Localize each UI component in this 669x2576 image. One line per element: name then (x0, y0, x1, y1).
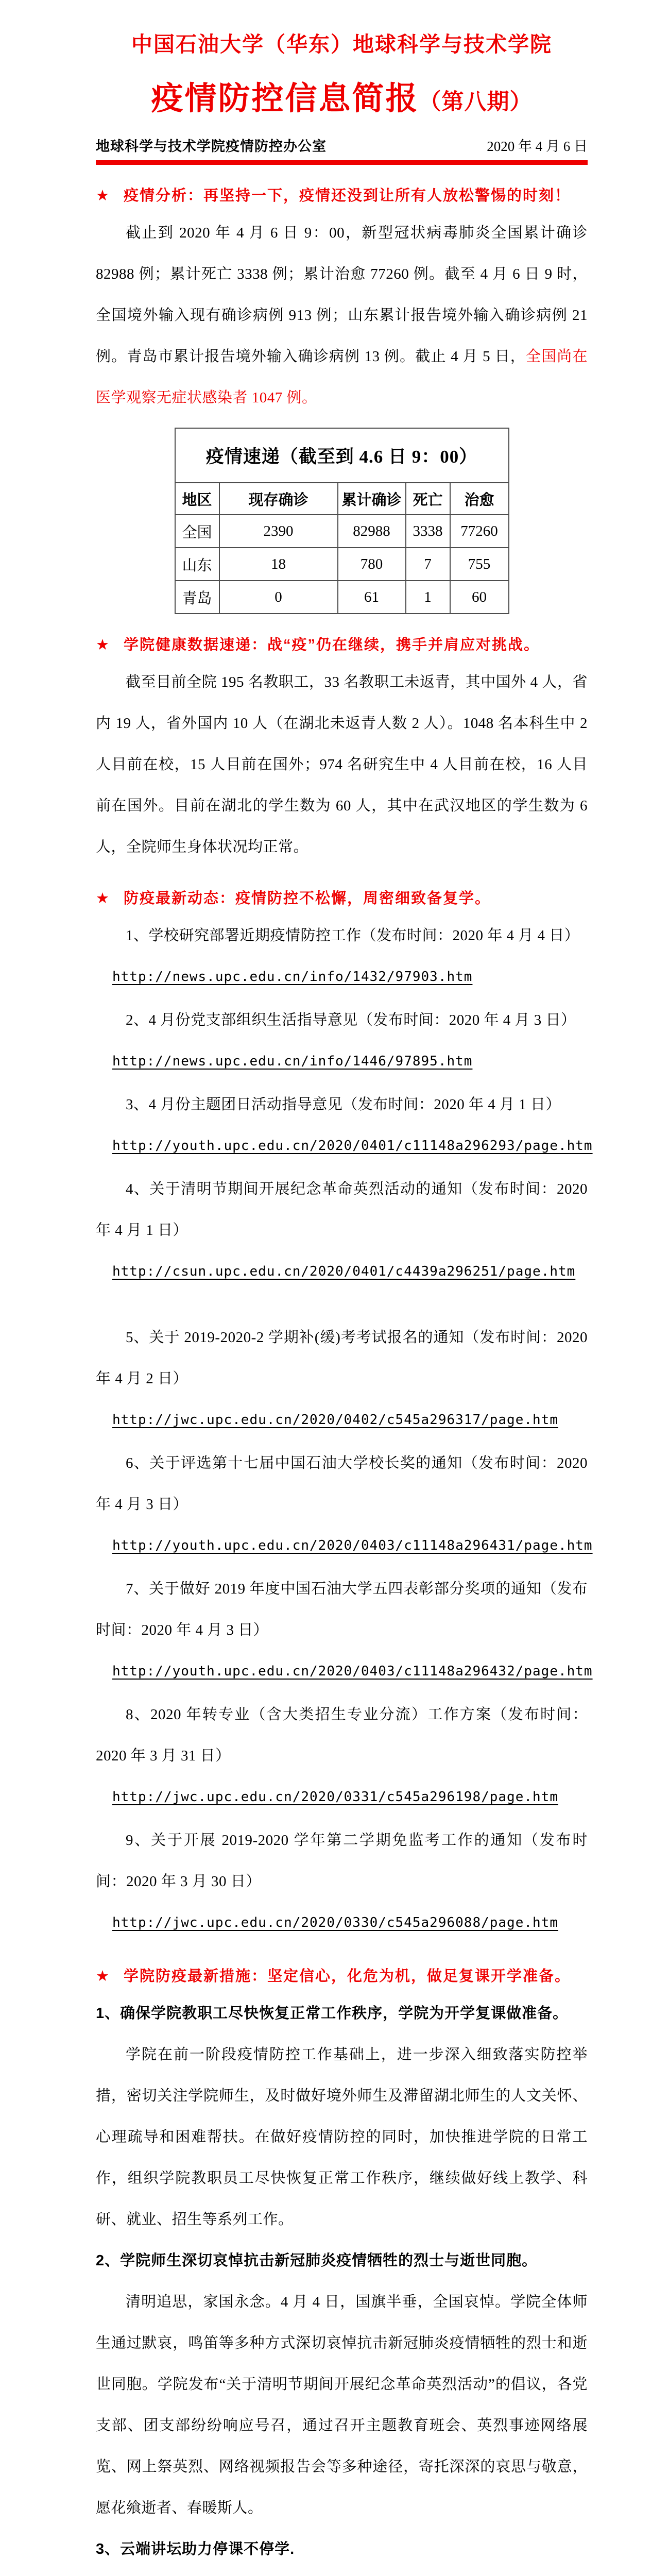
update-item-label: 6、关于评选第十七届中国石油大学校长奖的通知（发布时间：2020 年 4 月 3 日） (96, 1455, 588, 1513)
analysis-text-black: 截止到 2020 年 4 月 6 日 9：00，新型冠状病毒肺炎全国累计确诊 82988 例；累计死亡 3338 例；累计治愈 77260 例。截至 4 月 6 日 9 时，全国境外输入现有确诊病例 913 例；山东累计报告境外输入确诊病例 21 例。青岛市累计报告境外输入确诊病例 13 例。截止 4 月 5 日， (96, 225, 588, 365)
section-heading-health (96, 629, 588, 662)
update-item-link[interactable]: http://news.upc.edu.cn/info/1432/97903.htm (112, 969, 473, 985)
star-icon: ★ (96, 637, 109, 654)
measure-block (96, 2240, 588, 2529)
cell-recovered: 77260 (450, 515, 509, 548)
col-header-active: 现存确诊 (219, 483, 338, 515)
update-item-link-row (96, 1525, 593, 1568)
table-title-row (175, 428, 509, 483)
col-header-recovered: 治愈 (450, 483, 509, 515)
col-header-cumulative: 累计确诊 (338, 483, 406, 515)
covid-stats-table (175, 428, 509, 614)
update-item-link-row (96, 1125, 593, 1168)
cell-region: 全国 (175, 515, 219, 548)
update-item (96, 1694, 588, 1820)
update-item-link[interactable]: http://jwc.upc.edu.cn/2020/0330/c545a296088/page.htm (112, 1915, 558, 1931)
cell-region: 山东 (175, 548, 219, 581)
update-item-link-row (96, 1251, 588, 1294)
cell-recovered: 755 (450, 548, 509, 581)
university-title: 中国石油大学（华东）地球科学与技术学院 (131, 32, 552, 56)
update-item-label: 5、关于 2019-2020-2 学期补(缓)考考试报名的通知（发布时间：2020 年 4 月 2 日） (96, 1329, 588, 1387)
measure-subheading: 3、云端讲坛助力停课不停学. (96, 2541, 295, 2558)
update-item (96, 1168, 588, 1294)
cell-deaths: 1 (406, 581, 450, 614)
measure-paragraph: 学院在前一阶段疫情防控工作基础上，进一步深入细致落实防控举措，密切关注学院师生，及时做好境外师生及滞留湖北师生的人文关怀、心理疏导和困难帮扶。在做好疫情防控的同时，加快推进学院的日常工作，组织学院教职员工尽快恢复正常工作秩序，继续做好线上教学、科研、就业、招生等系列工作。 (96, 2046, 588, 2228)
update-item (96, 999, 588, 1084)
update-item-label: 7、关于做好 2019 年度中国石油大学五四表彰部分奖项的通知（发布时间：2020 年 4 月 3 日） (96, 1581, 588, 1639)
star-icon: ★ (96, 188, 109, 205)
cell-active: 0 (219, 581, 338, 614)
update-item-link-row (96, 1902, 588, 1945)
col-header-deaths: 死亡 (406, 483, 450, 515)
health-paragraph: 截至目前全院 195 名教职工，33 名教职工未返青，其中国外 4 人，省内 19 人，省外国内 10 人（在湖北未返青人数 2 人）。1048 名本科生中 2 人目前在校，15 人目前在国外；974 名研究生中 4 人目前在校，16 人目前在国外。目前在湖北的学生数为 60 人，其中在武汉地区的学生数为 6 人，全院师生身体状况均正常。 (96, 674, 588, 856)
update-item-link[interactable]: http://csun.upc.edu.cn/2020/0401/c4439a296251/page.htm (112, 1264, 576, 1280)
cell-cumulative: 82988 (338, 515, 406, 548)
cell-deaths: 3338 (406, 515, 450, 548)
update-item-link[interactable]: http://jwc.upc.edu.cn/2020/0402/c545a296317/page.htm (112, 1412, 558, 1428)
section-heading-analysis (96, 179, 588, 212)
measure-paragraph (96, 2570, 588, 2576)
update-item-link-row (96, 1651, 593, 1694)
section-heading-measures (96, 1960, 588, 1993)
section-heading-updates-label: 防疫最新动态：疫情防控不松懈，周密细致备复学。 (124, 890, 491, 907)
update-item-link-row (96, 1399, 588, 1443)
measure-block (96, 1993, 588, 2240)
measure-paragraph: 清明追思，家国永念。4 月 4 日，国旗半垂，全国哀悼。学院全体师生通过默哀，鸣笛等多种方式深切哀悼抗击新冠肺炎疫情牺牲的烈士和逝世同胞。学院发布“关于清明节期间开展纪念革命英烈活动”的倡议，各党支部、团支部纷纷响应号召，通过召开主题教育班会、英烈事迹网络展览、网上祭英烈、网络视频报告会等多种途径，寄托深深的哀思与敬意，愿花飨逝者、春暖斯人。 (96, 2294, 588, 2517)
update-item-label: 1、学校研究部署近期疫情防控工作（发布时间：2020 年 4 月 4 日） (126, 927, 580, 944)
measure-block (96, 2529, 588, 2576)
star-icon: ★ (96, 1968, 109, 1985)
update-item-label: 4、关于清明节期间开展纪念革命英烈活动的通知（发布时间：2020 年 4 月 1 日） (96, 1181, 588, 1239)
update-item-link[interactable]: http://youth.upc.edu.cn/2020/0401/c11148a296293/page.htm (112, 1138, 593, 1154)
update-item-link-row (96, 956, 588, 999)
update-item (96, 915, 588, 999)
table-row (175, 548, 509, 581)
update-item-link[interactable]: http://jwc.upc.edu.cn/2020/0331/c545a296198/page.htm (112, 1789, 558, 1805)
cell-active: 2390 (219, 515, 338, 548)
col-header-region: 地区 (175, 483, 219, 515)
measure-subheading: 2、学院师生深切哀悼抗击新冠肺炎疫情牺牲的烈士与逝世同胞。 (96, 2252, 538, 2269)
cell-region: 青岛 (175, 581, 219, 614)
update-item-label: 2、4 月份党支部组织生活指导意见（发布时间：2020 年 4 月 3 日） (126, 1012, 576, 1029)
bulletin-issue: （第八期） (419, 90, 533, 115)
analysis-text-red: 全国尚在医学观察无症状感染者 1047 例。 (96, 348, 588, 406)
table-header-row (175, 483, 509, 515)
analysis-paragraph (96, 212, 588, 418)
byline-row (96, 135, 588, 155)
update-item-link-row (96, 1041, 588, 1084)
issue-date: 2020 年 4 月 6 日 (487, 139, 588, 155)
section-heading-updates (96, 882, 588, 915)
bulletin-title-main: 疫情防控信息简报 (151, 81, 419, 117)
update-item (96, 1568, 593, 1694)
update-item-link-row (96, 1776, 588, 1820)
section-heading-analysis-label: 疫情分析：再坚持一下，疫情还没到让所有人放松警惕的时刻！ (124, 188, 571, 205)
section-heading-measures-label: 学院防疫最新措施：坚定信心，化危为机，做足复课开学准备。 (124, 1968, 571, 1985)
table-title: 疫情速递（截至到 4.6 日 9：00） (175, 428, 509, 483)
update-item-label: 9、关于开展 2019-2020 学年第二学期免监考工作的通知（发布时间：2020 年 3 月 30 日） (96, 1832, 588, 1890)
header-divider (96, 160, 588, 165)
update-item (96, 1084, 593, 1168)
table-row (175, 515, 509, 548)
issuing-office: 地球科学与技术学院疫情防控办公室 (96, 139, 327, 155)
update-item-link[interactable]: http://news.upc.edu.cn/info/1446/97895.htm (112, 1054, 473, 1070)
update-item (96, 1317, 588, 1443)
cell-recovered: 60 (450, 581, 509, 614)
cell-deaths: 7 (406, 548, 450, 581)
star-icon: ★ (96, 890, 109, 907)
update-item (96, 1443, 593, 1568)
update-item-link[interactable]: http://youth.upc.edu.cn/2020/0403/c11148a296431/page.htm (112, 1538, 593, 1554)
cell-cumulative: 780 (338, 548, 406, 581)
cell-active: 18 (219, 548, 338, 581)
bulletin-title (96, 81, 588, 117)
measure-subheading: 1、确保学院教职工尽快恢复正常工作秩序，学院为开学复课做准备。 (96, 2005, 569, 2022)
section-heading-health-label: 学院健康数据速递：战“疫”仍在继续，携手并肩应对挑战。 (124, 637, 540, 654)
table-row (175, 581, 509, 614)
cell-cumulative: 61 (338, 581, 406, 614)
update-item-label: 3、4 月份主题团日活动指导意见（发布时间：2020 年 4 月 1 日） (126, 1096, 561, 1113)
update-item-link[interactable]: http://youth.upc.edu.cn/2020/0403/c11148a296432/page.htm (112, 1664, 593, 1680)
update-item-label: 8、2020 年转专业（含大类招生专业分流）工作方案（发布时间：2020 年 3 月 31 日） (96, 1706, 588, 1765)
update-item (96, 1820, 588, 1945)
